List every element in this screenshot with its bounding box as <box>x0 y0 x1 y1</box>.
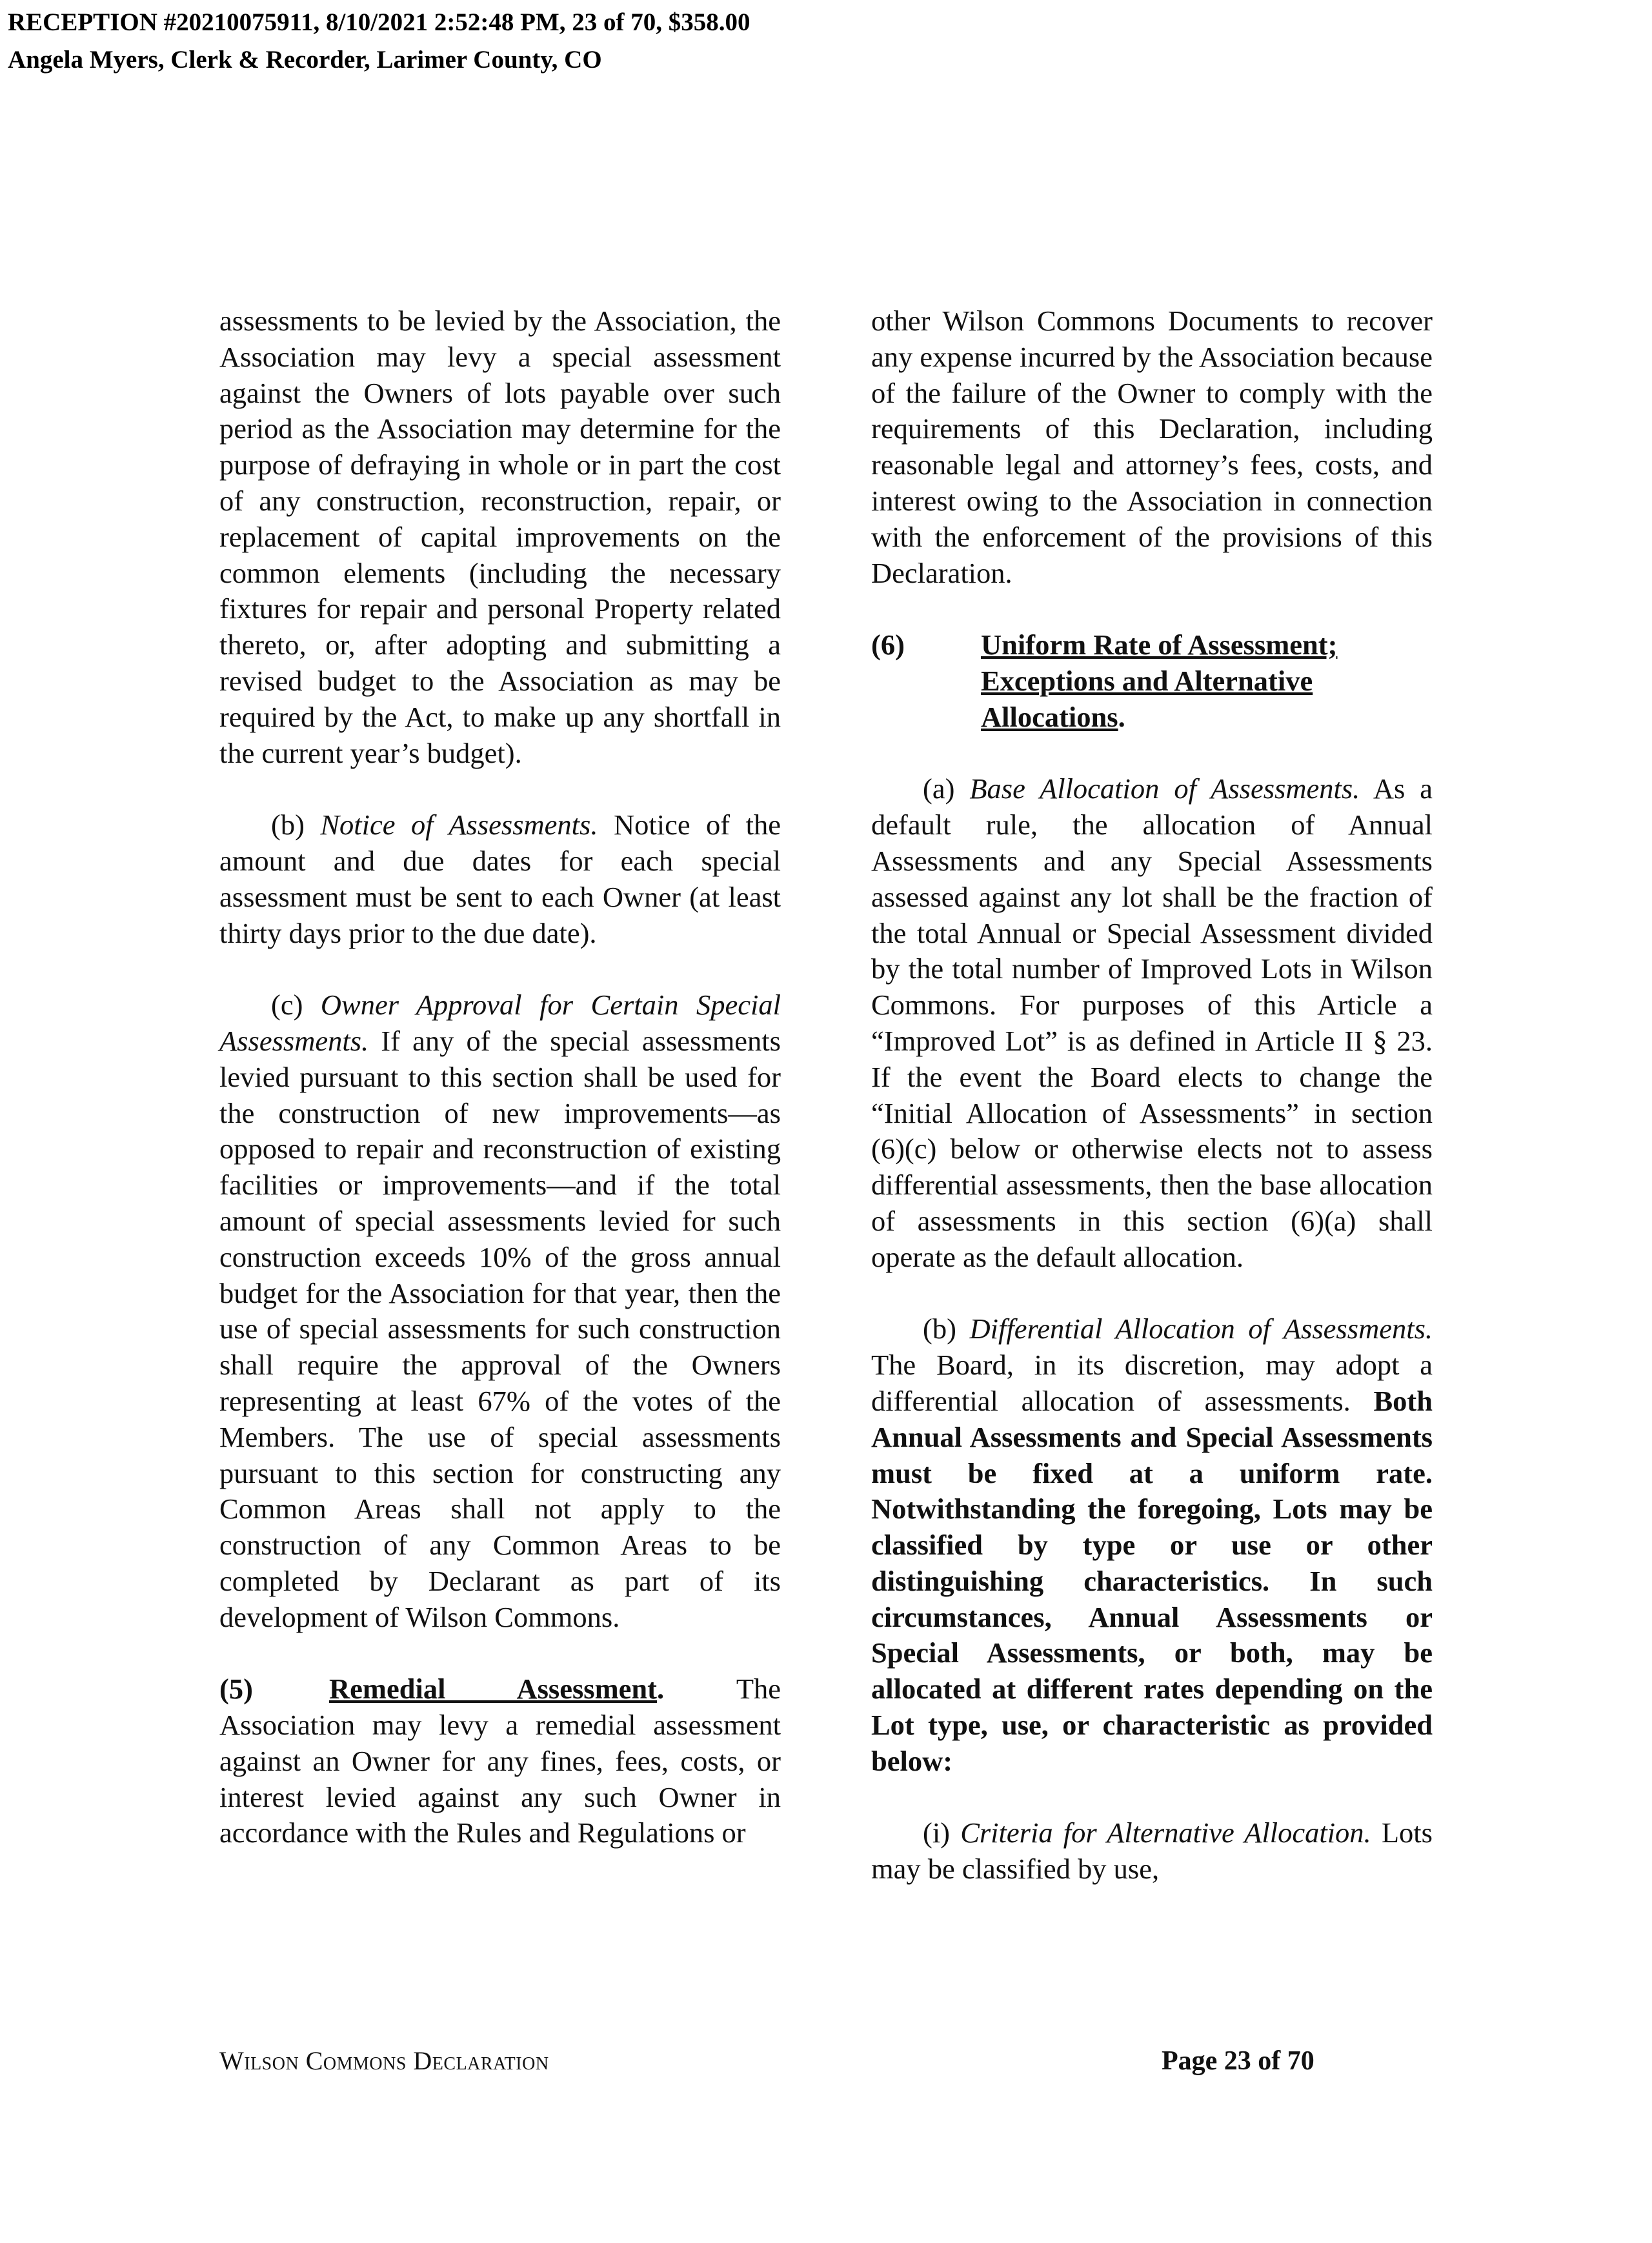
section-title: Uniform Rate of Assessment; Exceptions and Alternative Allocations <box>981 629 1338 733</box>
item-text: Lots may be classified by use, <box>871 1816 1433 1886</box>
page-prefix: Page <box>1162 2046 1224 2076</box>
section-6-heading <box>871 627 1433 735</box>
item-label: (c) <box>271 989 321 1021</box>
item-label: (b) <box>271 809 321 841</box>
page-of: of <box>1251 2046 1287 2076</box>
section-title-period: . <box>1118 700 1125 733</box>
paragraph-owner-approval <box>219 987 781 1635</box>
footer-document-title: Wilson Commons Declaration <box>219 2046 549 2075</box>
section-title-period: . <box>657 1673 665 1705</box>
right-column <box>871 303 1433 1887</box>
paragraph-remedial-cont: other Wilson Commons Documents to recover any expense incurred by the Association because of the failure of the Owner to comply with the requirements of this Declaration, including reasonable legal and attorney’s fees, costs, and interest owing to the Association in connection with the enforcement of the provisions of this Declaration. <box>871 305 1433 589</box>
section-number: (6) <box>871 629 905 661</box>
item-text: As a default rule, the allocation of Annual Assessments and any Special Assessments assessed against any lot shall be the fraction of the total Annual or Special Assessment divided by the total number of Improved Lots in Wilson Commons. For purposes of this Article a “Improved Lot” is as defined in Article II § 23. If the event the Board elects to change the “Initial Allocation of Assessments” in section (6)(c) below or otherwise elects not to assess differential assessments, then the base allocation of assessments in this section (6)(a) shall operate as the default allocation. <box>871 772 1433 1273</box>
recording-header <box>8 4 750 79</box>
paragraph-notice-of-assessments <box>219 807 781 951</box>
item-title: Criteria for Alternative Allocation. <box>960 1816 1371 1849</box>
item-text: Notice of the amount and due dates for each special assessment must be sent to each Owner (at least thirty days prior to the due date). <box>219 809 781 949</box>
item-bold-text: Both Annual Assessments and Special Assessments must be fixed at a uniform rate. Notwithstanding the foregoing, Lots may be classified by type or use or other distinguishing characteristics. In such circumstances, Annual Assessments or Special Assessments, or both, may be allocated at different rates depending on the Lot type, use, or characteristic as provided below: <box>871 1384 1433 1777</box>
page-total: 70 <box>1287 2046 1315 2076</box>
item-label: (a) <box>923 772 970 805</box>
section-title: Remedial Assessment <box>329 1673 658 1705</box>
clerk-line: Angela Myers, Clerk & Recorder, Larimer County, CO <box>8 46 602 74</box>
item-title: Notice of Assessments. <box>320 809 598 841</box>
section-number: (5) <box>219 1673 253 1705</box>
item-text: If any of the special assessments levied pursuant to this section shall be used for the construction of new improvements—as opposed to repair and reconstruction of existing facilities or improvements—and if the total amount of special assessments levied for such construction exceeds 10% of the gross annual budget for the Association for that year, then the use of special assessments for such construction shall require the approval of the Owners representing at least 67% of the votes of the Members. The use of special assessments pursuant to this section for constructing any Common Areas shall not apply to the construction of any Common Areas to be completed by Declarant as part of its development of Wilson Commons. <box>219 1024 781 1633</box>
left-column <box>219 303 781 1851</box>
item-label: (i) <box>923 1816 961 1849</box>
item-title: Differential Allocation of Assessments. <box>969 1313 1433 1345</box>
paragraph-base-allocation <box>871 771 1433 1275</box>
paragraph-special-assessment-cont: assessments to be levied by the Association, the Association may levy a special assessment against the Owners of lots payable over such period as the Association may determine for the purpose of defraying in whole or in part the cost of any construction, reconstruction, repair, or replacement of capital improvements on the common elements (including the necessary fixtures for repair and personal Property related thereto, or, after adopting and submitting a revised budget to the Association as may be required by the Act, to make up any shortfall in the current year’s budget). <box>219 305 781 769</box>
reception-line: RECEPTION #20210075911, 8/10/2021 2:52:48 PM, 23 of 70, $358.00 <box>8 8 750 36</box>
section-5-remedial-assessment <box>219 1671 781 1851</box>
footer-page-number <box>1162 2046 1315 2077</box>
paragraph-differential-allocation <box>871 1311 1433 1779</box>
paragraph-criteria-alternative <box>871 1815 1433 1887</box>
page-current: 23 <box>1224 2046 1251 2076</box>
item-title: Owner Approval for Certain Special Assessments. <box>219 989 781 1057</box>
item-label: (b) <box>923 1313 970 1345</box>
item-title: Base Allocation of Assessments. <box>969 772 1360 805</box>
item-text: The Board, in its discretion, may adopt a differential allocation of assessments. <box>871 1349 1433 1417</box>
section-text: The Association may levy a remedial assessment against an Owner for any fines, fees, costs, or interest levied against any such Owner in accordance with the Rules and Regulations or <box>219 1673 781 1849</box>
